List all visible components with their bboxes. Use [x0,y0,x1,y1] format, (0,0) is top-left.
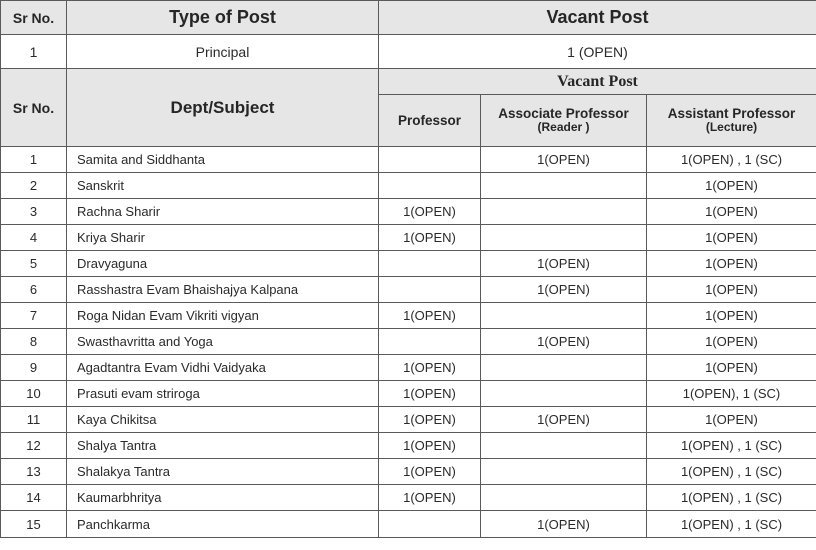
sr-no-header: Sr No. [1,1,67,35]
dept-header-row-1 [1,69,816,95]
assistant-professor-header [647,95,816,147]
principal-vacancy: 1 (OPEN) [379,35,816,69]
row-assistant-vacancy: 1(OPEN) [647,199,816,225]
row-associate-vacancy [481,355,647,381]
table-row [1,459,816,485]
row-assistant-vacancy: 1(OPEN) [647,303,816,329]
row-associate-vacancy [481,173,647,199]
principal-vacancy-table [0,0,816,69]
dept-subject-header: Dept/Subject [67,69,379,147]
row-subject: Kaumarbhritya [67,485,379,511]
department-vacancy-table [0,68,816,538]
row-assistant-vacancy: 1(OPEN) [647,173,816,199]
principal-table-header-row [1,1,816,35]
principal-row [1,35,816,69]
row-professor-vacancy: 1(OPEN) [379,459,481,485]
row-subject: Panchkarma [67,511,379,538]
dept-sr-no-header: Sr No. [1,69,67,147]
row-professor-vacancy: 1(OPEN) [379,433,481,459]
table-row [1,381,816,407]
row-associate-vacancy [481,485,647,511]
row-subject: Shalakya Tantra [67,459,379,485]
row-subject: Roga Nidan Evam Vikriti vigyan [67,303,379,329]
row-associate-vacancy [481,199,647,225]
row-associate-vacancy: 1(OPEN) [481,407,647,433]
row-associate-vacancy: 1(OPEN) [481,511,647,538]
row-professor-vacancy: 1(OPEN) [379,225,481,251]
table-row [1,225,816,251]
row-assistant-vacancy: 1(OPEN), 1 (SC) [647,381,816,407]
row-subject: Dravyaguna [67,251,379,277]
assistant-professor-title: Assistant Professor [667,105,796,121]
row-sr-no: 14 [1,485,67,511]
row-associate-vacancy [481,303,647,329]
row-professor-vacancy: 1(OPEN) [379,199,481,225]
row-subject: Rasshastra Evam Bhaishajya Kalpana [67,277,379,303]
row-associate-vacancy: 1(OPEN) [481,147,647,173]
row-professor-vacancy: 1(OPEN) [379,355,481,381]
row-professor-vacancy: 1(OPEN) [379,381,481,407]
table-row [1,147,816,173]
table-row [1,277,816,303]
row-associate-vacancy [481,225,647,251]
dept-rows [1,147,816,538]
row-professor-vacancy [379,251,481,277]
table-row [1,173,816,199]
associate-professor-subtitle: (Reader ) [537,120,590,135]
associate-professor-title: Associate Professor [498,105,629,121]
vacant-post-header: Vacant Post [379,1,816,35]
row-sr-no: 8 [1,329,67,355]
row-professor-vacancy [379,329,481,355]
row-associate-vacancy: 1(OPEN) [481,329,647,355]
row-subject: Prasuti evam striroga [67,381,379,407]
row-subject: Swasthavritta and Yoga [67,329,379,355]
row-sr-no: 4 [1,225,67,251]
principal-sr-no: 1 [1,35,67,69]
row-sr-no: 9 [1,355,67,381]
row-assistant-vacancy: 1(OPEN) , 1 (SC) [647,511,816,538]
row-associate-vacancy [481,433,647,459]
table-row [1,433,816,459]
row-assistant-vacancy: 1(OPEN) [647,225,816,251]
row-subject: Kriya Sharir [67,225,379,251]
principal-post-type: Principal [67,35,379,69]
row-professor-vacancy: 1(OPEN) [379,303,481,329]
professor-header: Professor [379,95,481,147]
row-assistant-vacancy: 1(OPEN) [647,329,816,355]
table-row [1,251,816,277]
row-subject: Shalya Tantra [67,433,379,459]
table-row [1,303,816,329]
row-assistant-vacancy: 1(OPEN) , 1 (SC) [647,433,816,459]
row-sr-no: 11 [1,407,67,433]
row-sr-no: 6 [1,277,67,303]
row-assistant-vacancy: 1(OPEN) , 1 (SC) [647,485,816,511]
row-sr-no: 7 [1,303,67,329]
row-professor-vacancy: 1(OPEN) [379,407,481,433]
table-row [1,199,816,225]
row-sr-no: 1 [1,147,67,173]
row-professor-vacancy: 1(OPEN) [379,485,481,511]
row-sr-no: 3 [1,199,67,225]
row-sr-no: 12 [1,433,67,459]
type-of-post-header: Type of Post [67,1,379,35]
row-professor-vacancy [379,277,481,303]
row-professor-vacancy [379,173,481,199]
row-associate-vacancy [481,381,647,407]
row-associate-vacancy: 1(OPEN) [481,251,647,277]
table-row [1,485,816,511]
row-sr-no: 15 [1,511,67,538]
row-assistant-vacancy: 1(OPEN) , 1 (SC) [647,459,816,485]
table-row [1,329,816,355]
row-assistant-vacancy: 1(OPEN) [647,251,816,277]
row-subject: Samita and Siddhanta [67,147,379,173]
row-associate-vacancy [481,459,647,485]
row-subject: Sanskrit [67,173,379,199]
row-sr-no: 2 [1,173,67,199]
row-sr-no: 13 [1,459,67,485]
row-subject: Kaya Chikitsa [67,407,379,433]
row-subject: Agadtantra Evam Vidhi Vaidyaka [67,355,379,381]
row-associate-vacancy: 1(OPEN) [481,277,647,303]
row-assistant-vacancy: 1(OPEN) [647,277,816,303]
associate-professor-header [481,95,647,147]
assistant-professor-subtitle: (Lecture) [705,120,758,135]
row-sr-no: 5 [1,251,67,277]
row-professor-vacancy [379,511,481,538]
row-sr-no: 10 [1,381,67,407]
row-assistant-vacancy: 1(OPEN) [647,355,816,381]
row-professor-vacancy [379,147,481,173]
row-assistant-vacancy: 1(OPEN) [647,407,816,433]
table-row [1,511,816,538]
row-assistant-vacancy: 1(OPEN) , 1 (SC) [647,147,816,173]
row-subject: Rachna Sharir [67,199,379,225]
table-row [1,355,816,381]
table-row [1,407,816,433]
dept-vacant-post-header: Vacant Post [379,69,816,95]
